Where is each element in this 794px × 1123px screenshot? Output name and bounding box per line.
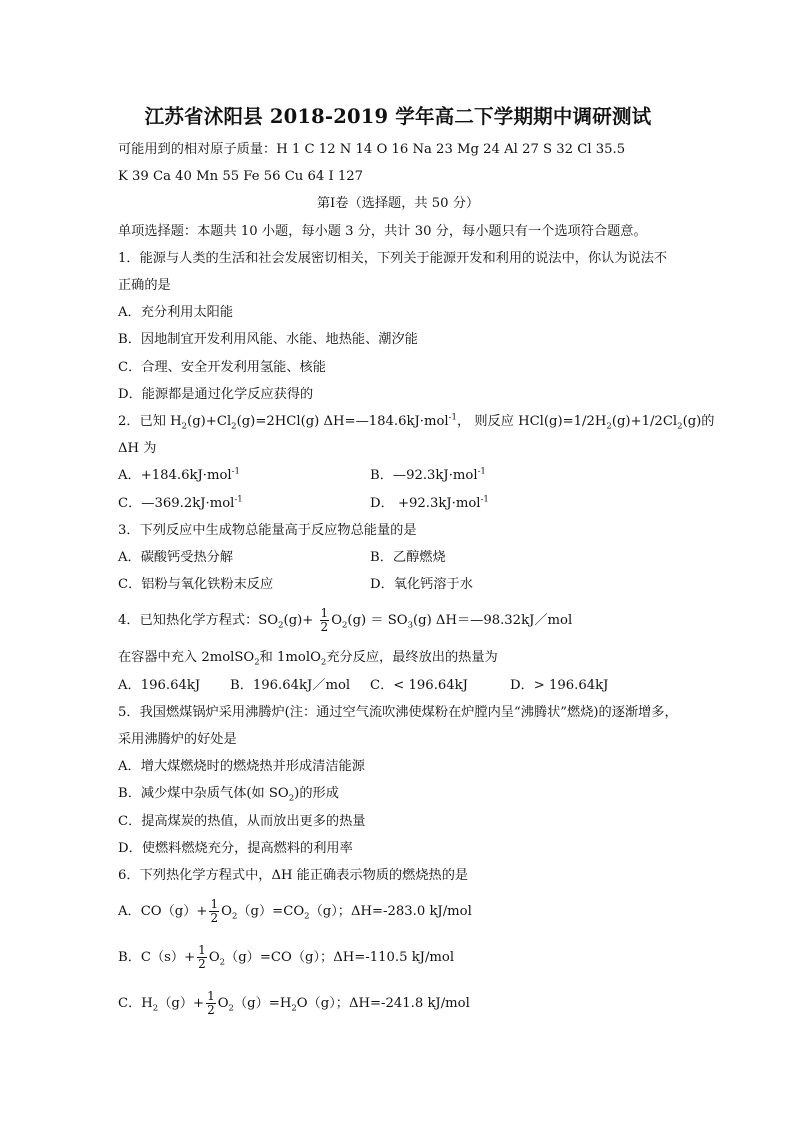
question-3-options-ab — [118, 544, 678, 571]
question-5-option-b: B．减少煤中杂质气体(如 $SO_2$)的形成 — [118, 786, 339, 805]
fraction-one-half: $\frac{1}{2}$ — [198, 943, 206, 972]
atomic-masses-line1: 可能用到的相对原子质量：H 1 C 12 N 14 O 16 Na 23 Mg 24 Al 27 S 32 Cl 35.5 — [118, 142, 626, 157]
question-3-option-d: D．氧化钙溶于水 — [370, 577, 473, 593]
question-4-option-d: D．> 196.64kJ — [510, 677, 609, 693]
page-title: 江苏省沭阳县 2018-2019 学年高二下学期期中调研测试 — [144, 105, 652, 128]
question-3-option-a: A．碳酸钙受热分解 — [118, 550, 234, 566]
question-1-option-b: B．因地制宜开发利用风能、水能、地热能、潮汐能 — [118, 332, 418, 348]
question-1-option-a: A．充分利用太阳能 — [118, 305, 234, 321]
question-5-option-d: D．使燃料燃烧充分，提高燃料的利用率 — [118, 840, 353, 856]
question-1-option-d: D．能源都是通过化学反应获得的 — [118, 386, 314, 402]
fraction-one-half: $\frac{1}{2}$ — [210, 897, 219, 926]
question-2-option-a: A．+184.6kJ·mol$^{-1}$ — [118, 467, 240, 484]
atomic-masses-line2: K 39 Ca 40 Mn 55 Fe 56 Cu 64 I 127 — [118, 169, 364, 185]
question-6-stem: 6．下列热化学方程式中，ΔH 能正确表示物质的燃烧热的是 — [118, 868, 469, 884]
question-1-option-c: C．合理、安全开发利用氢能、核能 — [118, 359, 326, 375]
question-1-stem: 1．能源与人类的生活和社会发展密切相关，下列关于能源开发和利用的说法中，你认为说法不正确的是 — [118, 250, 668, 294]
question-6-option-b: B．C（s）+ $\frac{1}{2}$ $O_2(g)=CO(g)$；ΔH=-110.5 kJ/mol — [118, 943, 455, 972]
question-6-option-a: A．CO（g）+ $\frac{1}{2}$ $O_2(g)=CO_2(g)$；ΔH=-283.0 kJ/mol — [118, 897, 472, 926]
question-2-option-d: D． +92.3kJ·mol$^{-1}$ — [370, 494, 489, 511]
question-4-stem-cont: 在容器中充入 2molSO$_2$和 1molO$_2$充分反应，最终放出的热量为 — [118, 650, 498, 669]
question-5-stem: 5．我国燃煤锅炉采用沸腾炉(注：通过空气流吹沸使煤粉在炉膛内呈“沸腾状”燃烧)的逐渐增多，采用沸腾炉的好处是 — [118, 704, 678, 748]
question-5-option-a: A．增大煤燃烧时的燃烧热并形成清洁能源 — [118, 759, 365, 775]
question-2-option-c: C．—369.2kJ·mol$^{-1}$ — [118, 494, 243, 511]
section-title: 第Ⅰ卷（选择题，共 50 分） — [316, 196, 480, 212]
question-2-option-b: B．—92.3kJ·mol$^{-1}$ — [370, 467, 486, 484]
instructions: 单项选择题：本题共 10 小题，每小题 3 分，共计 30 分，每小题只有一个选项符合题意。 — [118, 223, 647, 239]
question-4-stem: 4．已知热化学方程式：$SO_2(g)+$ $\frac{1}{2}$ $O_2(g) = SO_3(g)$ ΔH＝—98.32kJ／mol — [118, 606, 573, 635]
exam-page — [118, 100, 715, 1027]
question-4-option-a: A．196.64kJ — [118, 677, 201, 693]
question-3-options-cd — [118, 571, 678, 598]
question-2-options-ab — [118, 462, 678, 489]
question-2-stem: 2．已知 $H_2(g)+Cl_2(g)=2HCl(g)$ ΔH=—184.6kJ·mol$^{-1}$， 则反应 $HCl(g)=1/2H_2(g)+1/2Cl_2(g)$的 — [118, 412, 715, 432]
fraction-one-half: $\frac{1}{2}$ — [207, 989, 215, 1018]
question-5-option-c: C．提高煤炭的热值，从而放出更多的热量 — [118, 813, 366, 829]
question-3-stem: 3．下列反应中生成物总能量高于反应物总能量的是 — [118, 522, 417, 538]
question-2-stem-cont: ΔH 为 — [118, 441, 157, 457]
question-3-option-b: B．乙醇燃烧 — [370, 550, 446, 566]
question-6-option-c: C．$H_2(g)+$ $\frac{1}{2}$ $O_2(g)=H_2O(g)$；ΔH=-241.8 kJ/mol — [118, 989, 470, 1018]
question-4-options — [118, 672, 678, 699]
question-3-option-c: C．铝粉与氧化铁粉末反应 — [118, 577, 274, 593]
question-4-option-c: C．< 196.64kJ — [370, 677, 468, 693]
fraction-one-half: $\frac{1}{2}$ — [320, 606, 329, 635]
question-2-options-cd — [118, 490, 678, 517]
question-4-option-b: B．196.64kJ／mol — [230, 677, 351, 693]
